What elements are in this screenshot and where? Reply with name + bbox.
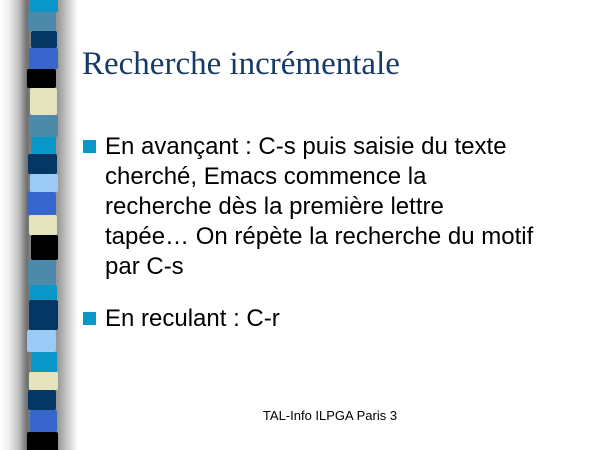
strip-color-block bbox=[28, 12, 56, 31]
strip-color-block bbox=[28, 390, 56, 410]
bullet-square-icon bbox=[83, 312, 96, 325]
strip-color-block bbox=[29, 215, 57, 235]
bullet-square-icon bbox=[83, 140, 96, 153]
decorative-side-strip bbox=[0, 0, 80, 450]
strip-blocks bbox=[0, 0, 80, 450]
slide-footer: TAL-Info ILPGA Paris 3 bbox=[262, 408, 398, 423]
strip-color-block bbox=[31, 31, 57, 48]
strip-color-block bbox=[29, 115, 58, 137]
strip-color-block bbox=[30, 174, 58, 192]
strip-color-block bbox=[27, 69, 56, 88]
strip-color-block bbox=[27, 432, 58, 450]
strip-color-block bbox=[29, 300, 58, 330]
bullet-item bbox=[83, 132, 593, 282]
strip-color-block bbox=[27, 330, 56, 352]
bullet-text bbox=[105, 304, 280, 334]
strip-color-block bbox=[28, 260, 56, 285]
strip-color-block bbox=[30, 410, 57, 432]
strip-color-block bbox=[31, 352, 57, 372]
strip-color-block bbox=[28, 154, 57, 174]
strip-color-block bbox=[29, 48, 58, 69]
slide-title: Recherche incrémentale bbox=[82, 46, 400, 82]
bullet-item bbox=[83, 304, 593, 334]
strip-color-block bbox=[30, 88, 57, 115]
bullet-text bbox=[105, 132, 533, 282]
strip-color-block bbox=[30, 285, 57, 300]
strip-color-block bbox=[31, 137, 56, 154]
bullet-list bbox=[83, 132, 593, 334]
strip-color-block bbox=[31, 235, 58, 260]
bullet-line: En avançant : C-s puis saisie du texte bbox=[105, 133, 507, 160]
strip-color-block bbox=[27, 192, 56, 215]
bullet-line: cherché, Emacs commence la bbox=[105, 163, 427, 190]
bullet-line: recherche dès la première lettre bbox=[105, 193, 444, 220]
bullet-line: En reculant : C-r bbox=[105, 305, 280, 332]
strip-color-block bbox=[30, 0, 58, 12]
bullet-line: par C-s bbox=[105, 253, 184, 280]
bullet-line: tapée… On répète la recherche du motif bbox=[105, 223, 534, 250]
strip-color-block bbox=[29, 372, 58, 390]
